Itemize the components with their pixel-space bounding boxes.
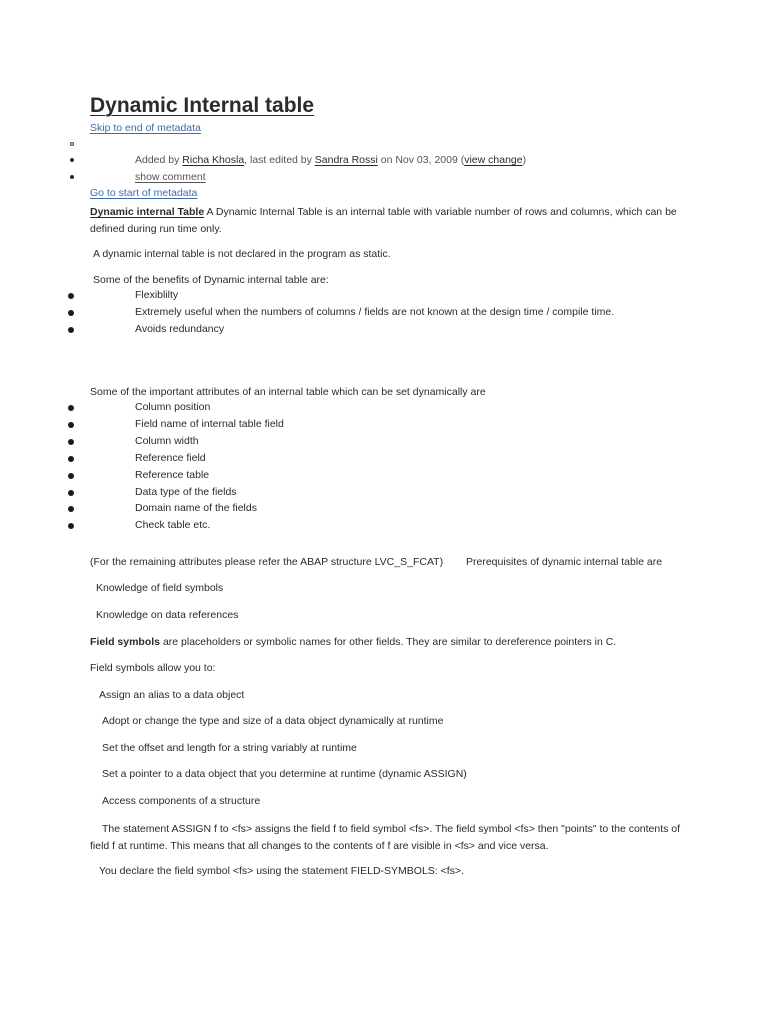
page-title: Dynamic Internal table — [90, 94, 315, 117]
prerequisite-item: Knowledge on data references — [96, 609, 239, 621]
list-bullet — [70, 175, 74, 179]
field-symbol-capability: Access components of a structure — [102, 795, 261, 807]
list-item: Reference table — [135, 469, 210, 481]
list-bullet — [70, 142, 74, 146]
list-item: Domain name of the fields — [135, 502, 257, 514]
list-item: Extremely useful when the numbers of columns / fields are not known at the design time / compile time. — [135, 306, 615, 318]
attributes-heading: Some of the important attributes of an internal table which can be set dynamically are — [90, 386, 486, 398]
list-item: Avoids redundancy — [135, 323, 225, 335]
list-item: Reference field — [135, 452, 206, 464]
editor-link[interactable]: Sandra Rossi — [314, 154, 378, 166]
list-bullet — [68, 523, 74, 529]
skip-to-end-link[interactable]: Skip to end of metadata — [90, 122, 201, 134]
list-bullet — [68, 310, 74, 316]
list-bullet — [68, 439, 74, 445]
field-symbols-definition: Field symbols are placeholders or symbolic names for other fields. They are similar to dereference pointers in C. — [90, 636, 617, 648]
list-bullet — [70, 158, 74, 162]
list-bullet — [68, 506, 74, 512]
list-bullet — [68, 405, 74, 411]
assign-statement-paragraph: The statement ASSIGN f to <fs> assigns the field f to field symbol <fs>. The field symbol <fs> then "points" to the contents of field f at runtime. This means that all changes to the contents of f are visible in <fs> and vice versa. — [90, 823, 681, 852]
list-item: Check table etc. — [135, 519, 211, 531]
view-change-link[interactable]: view change — [464, 154, 523, 166]
not-static-text: A dynamic internal table is not declared in the program as static. — [93, 248, 391, 260]
prerequisites-heading: Prerequisites of dynamic internal table are — [466, 556, 663, 568]
benefits-heading: Some of the benefits of Dynamic internal table are: — [93, 274, 329, 286]
field-symbol-capability: Adopt or change the type and size of a data object dynamically at runtime — [102, 715, 444, 727]
field-symbol-capability: Assign an alias to a data object — [99, 689, 245, 701]
list-item: Data type of the fields — [135, 486, 237, 498]
field-symbols-term: Field symbols — [90, 636, 161, 648]
field-symbol-capability: Set the offset and length for a string variably at runtime — [102, 742, 357, 754]
list-bullet — [68, 293, 74, 299]
list-item: Column position — [135, 401, 211, 413]
show-comment-link[interactable]: show comment — [135, 171, 206, 183]
remaining-attributes-text: (For the remaining attributes please refer the ABAP structure LVC_S_FCAT) — [90, 556, 444, 568]
list-item: Flexiblilty — [135, 289, 179, 301]
list-bullet — [68, 473, 74, 479]
page-metadata: Added by Richa Khosla, last edited by Sandra Rossi on Nov 03, 2009 (view change) — [135, 154, 527, 166]
intro-term: Dynamic internal Table — [90, 206, 205, 218]
list-bullet — [68, 456, 74, 462]
list-item: Field name of internal table field — [135, 418, 284, 430]
list-item: Column width — [135, 435, 199, 447]
intro-paragraph: Dynamic internal Table A Dynamic Internal Table is an internal table with variable number of rows and columns, which can be defined during run time only. — [90, 206, 677, 235]
field-symbol-capability: Set a pointer to a data object that you determine at runtime (dynamic ASSIGN) — [102, 768, 467, 780]
list-bullet — [68, 490, 74, 496]
author-link[interactable]: Richa Khosla — [182, 154, 245, 166]
list-bullet — [68, 422, 74, 428]
declare-statement-text: You declare the field symbol <fs> using the statement FIELD-SYMBOLS: <fs>. — [99, 865, 464, 877]
list-bullet — [68, 327, 74, 333]
field-symbols-allow-heading: Field symbols allow you to: — [90, 662, 216, 674]
prerequisite-item: Knowledge of field symbols — [96, 582, 224, 594]
go-to-start-link[interactable]: Go to start of metadata — [90, 187, 198, 199]
